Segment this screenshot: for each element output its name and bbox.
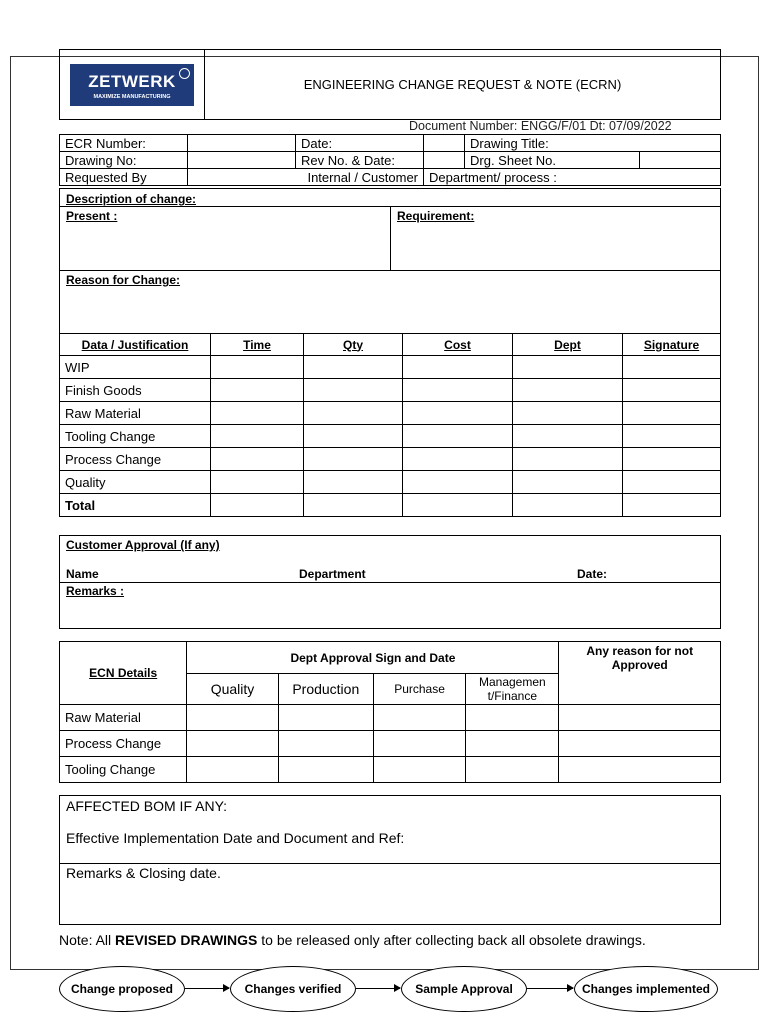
row-label-finish-goods: Finish Goods (60, 379, 211, 402)
cell[interactable] (187, 757, 278, 783)
cell[interactable] (559, 731, 721, 757)
cell[interactable] (513, 494, 623, 517)
cell[interactable] (278, 705, 373, 731)
table-row (60, 402, 721, 425)
col-quality: Quality (187, 674, 278, 705)
bom-section (59, 795, 721, 925)
ecn-row-raw-material: Raw Material (60, 705, 187, 731)
row-label-tooling-change: Tooling Change (60, 425, 211, 448)
cell[interactable] (187, 731, 278, 757)
flow-step-change-proposed: Change proposed (59, 966, 185, 1012)
info-table (59, 134, 721, 186)
col-data-justification: Data / Justification (60, 334, 211, 356)
flow-step-changes-implemented: Changes implemented (574, 966, 718, 1012)
cell[interactable] (513, 425, 623, 448)
logo-cell (60, 50, 205, 120)
header-table (59, 49, 721, 120)
cell[interactable] (403, 356, 513, 379)
department-process-label: Department/ process : (424, 169, 721, 186)
table-row (60, 425, 721, 448)
table-row (60, 471, 721, 494)
col-cost: Cost (403, 334, 513, 356)
row-label-process-change: Process Change (60, 448, 211, 471)
cell[interactable] (623, 471, 721, 494)
reason-label: Reason for Change: (66, 273, 181, 287)
cell[interactable] (403, 402, 513, 425)
form-title: ENGINEERING CHANGE REQUEST & NOTE (ECRN) (205, 50, 721, 120)
cell[interactable] (623, 402, 721, 425)
cell[interactable] (403, 448, 513, 471)
description-label: Description of change: (66, 192, 197, 206)
cell[interactable] (513, 471, 623, 494)
affected-bom-label: AFFECTED BOM IF ANY: (66, 798, 228, 814)
cell[interactable] (211, 425, 304, 448)
dept-approval-label: Dept Approval Sign and Date (187, 642, 559, 674)
logo-text: ZETWERK (88, 71, 176, 91)
table-row (60, 356, 721, 379)
cell[interactable] (466, 731, 559, 757)
cell[interactable] (623, 448, 721, 471)
cell[interactable] (623, 356, 721, 379)
cell[interactable] (559, 705, 721, 731)
requirement-box[interactable] (391, 206, 720, 270)
cell[interactable] (466, 757, 559, 783)
cell[interactable] (304, 448, 403, 471)
document-number: Document Number: ENGG/F/01 Dt: 07/09/2022 (409, 119, 672, 133)
cell[interactable] (513, 356, 623, 379)
ecn-table (59, 641, 721, 783)
customer-approval-label: Customer Approval (If any) (66, 538, 220, 552)
cell[interactable] (211, 402, 304, 425)
drawing-no-field[interactable] (188, 152, 296, 169)
justification-table (59, 333, 721, 517)
col-time: Time (211, 334, 304, 356)
logo-badge-icon (179, 68, 190, 79)
reason-not-approved-label: Any reason for not Approved (559, 642, 721, 705)
cell[interactable] (623, 494, 721, 517)
col-signature: Signature (623, 334, 721, 356)
cell[interactable] (211, 379, 304, 402)
ecr-number-label: ECR Number: (60, 135, 188, 152)
note-bold: REVISED DRAWINGS (115, 932, 258, 948)
cell[interactable] (211, 356, 304, 379)
flow-arrow (356, 988, 400, 989)
cell[interactable] (211, 494, 304, 517)
approval-remarks-label: Remarks : (66, 584, 125, 598)
table-row (60, 379, 721, 402)
drawing-title-label: Drawing Title: (465, 135, 721, 152)
ecn-row-tooling-change: Tooling Change (60, 757, 187, 783)
row-label-wip: WIP (60, 356, 211, 379)
ecn-details-label: ECN Details (60, 642, 187, 705)
drg-sheet-label: Drg. Sheet No. (465, 152, 640, 169)
cell[interactable] (304, 425, 403, 448)
cell[interactable] (623, 379, 721, 402)
table-row (60, 705, 721, 731)
cell[interactable] (373, 705, 465, 731)
description-section (59, 188, 721, 334)
cell[interactable] (403, 379, 513, 402)
row-label-raw-material: Raw Material (60, 402, 211, 425)
requirement-label: Requirement: (397, 209, 475, 223)
row-label-quality: Quality (60, 471, 211, 494)
cell[interactable] (304, 379, 403, 402)
rev-no-field[interactable] (424, 152, 465, 169)
cell[interactable] (373, 757, 465, 783)
rev-no-label: Rev No. & Date: (296, 152, 424, 169)
flow-step-sample-approval: Sample Approval (401, 966, 527, 1012)
company-logo (70, 64, 194, 106)
table-row (60, 448, 721, 471)
date-field[interactable] (424, 135, 465, 152)
note-suffix: to be released only after collecting back all obsolete drawings. (257, 932, 646, 948)
cell[interactable] (278, 757, 373, 783)
flow-step-changes-verified: Changes verified (230, 966, 356, 1012)
cell[interactable] (513, 402, 623, 425)
date-label: Date: (296, 135, 424, 152)
cell[interactable] (559, 757, 721, 783)
flow-arrow (185, 988, 229, 989)
cell[interactable] (304, 494, 403, 517)
note-text (59, 932, 646, 948)
col-purchase: Purchase (373, 674, 465, 705)
col-dept: Dept (513, 334, 623, 356)
cell[interactable] (304, 471, 403, 494)
cell[interactable] (403, 494, 513, 517)
drg-sheet-field[interactable] (640, 152, 721, 169)
cell[interactable] (211, 471, 304, 494)
table-row (60, 731, 721, 757)
flow-arrow (527, 988, 573, 989)
internal-customer-label[interactable]: Internal / Customer (188, 169, 424, 186)
note-prefix: Note: All (59, 932, 116, 948)
customer-approval-section (59, 535, 721, 629)
cell[interactable] (513, 379, 623, 402)
row-label-total: Total (60, 494, 211, 517)
cell[interactable] (403, 471, 513, 494)
approval-date-label: Date: (577, 567, 608, 581)
col-production: Production (278, 674, 373, 705)
effective-date-label: Effective Implementation Date and Document and Ref: (66, 830, 405, 846)
table-row (60, 757, 721, 783)
department-label: Department (299, 567, 366, 581)
cell[interactable] (623, 425, 721, 448)
cell[interactable] (304, 402, 403, 425)
remarks-closing-label: Remarks & Closing date. (66, 865, 221, 881)
ecn-row-process-change: Process Change (60, 731, 187, 757)
logo-tagline: MAXIMIZE MANUFACTURING (93, 93, 171, 100)
present-label: Present : (66, 209, 118, 223)
col-qty: Qty (304, 334, 403, 356)
present-box[interactable] (60, 206, 391, 270)
requested-by-label: Requested By (60, 169, 188, 186)
total-row (60, 494, 721, 517)
cell[interactable] (403, 425, 513, 448)
cell[interactable] (373, 731, 465, 757)
ecr-number-field[interactable] (188, 135, 296, 152)
cell[interactable] (211, 448, 304, 471)
cell[interactable] (513, 448, 623, 471)
drawing-no-label: Drawing No: (60, 152, 188, 169)
cell[interactable] (187, 705, 278, 731)
cell[interactable] (278, 731, 373, 757)
justification-header-row (60, 334, 721, 356)
col-management-finance: Managemen t/Finance (466, 674, 559, 705)
cell[interactable] (304, 356, 403, 379)
name-label: Name (66, 567, 99, 581)
cell[interactable] (466, 705, 559, 731)
